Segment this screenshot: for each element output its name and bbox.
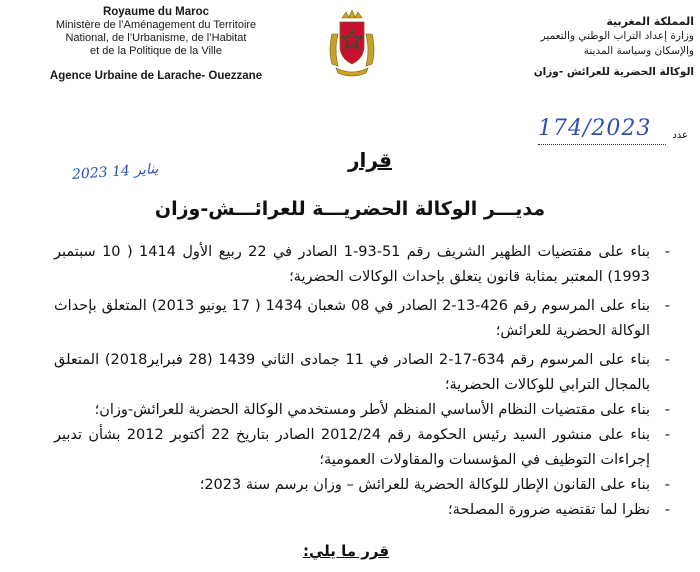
kingdom-name-ar: المملكة المغربية [606, 15, 694, 28]
list-item: - بناء على منشور السيد رئيس الحكومة رقم 2012/24 الصادر بتاريخ 22 أكتوبر 2012 بشأن تدبير إجراءات التوظيف في المؤسسات والمقاولات العمومية؛ [54, 427, 670, 468]
header-right-arabic [484, 14, 694, 80]
reference-label: عدد [672, 130, 688, 141]
ministry-line-1-fr: Ministère de l’Aménagement du Territoire [55, 19, 257, 31]
reference-number [524, 116, 694, 146]
list-item-text: بناء على مقتضيات النظام الأساسي المنظم لأطر ومستخدمي الوكالة الحضرية للعرائش-وزان؛ [94, 402, 650, 418]
agency-name-fr: Agence Urbaine de Larache- Ouezzane [49, 70, 263, 82]
reference-dotted-line [538, 144, 666, 145]
list-item-text: بناء على المرسوم رقم 634-17-2 الصادر في 11 جمادى الثاني 1439 (28 فبراير2018) المتعلق بالمجال الترابي للوكالات الحضرية؛ [54, 352, 651, 393]
reference-number-value: 174/2023 [538, 116, 652, 141]
list-item: - بناء على مقتضيات الظهير الشريف رقم 51-93-1 الصادر في 22 ربيع الأول 1414 ( 10 سبتمبر 1993) المعتبر بمثابة قانون يتعلق بإحداث الوكالات الحضرية؛ [54, 244, 670, 285]
list-item: - بناء على القانون الإطار للوكالة الحضرية للعرائش – وزان برسم سنة 2023؛ [199, 477, 670, 493]
document-title: قرار [348, 148, 392, 172]
considerations-list [54, 240, 672, 523]
ministry-line-3-fr: et de la Politique de la Ville [90, 45, 222, 57]
handwritten-date: 2023 يناير 14 [71, 161, 159, 183]
list-item-text: بناء على مقتضيات الظهير الشريف رقم 51-93-1 الصادر في 22 ربيع الأول 1414 ( 10 سبتمبر 1993) المعتبر بمثابة قانون يتعلق بإحداث الوكالات الحضرية؛ [54, 244, 650, 285]
document-subtitle: مديـــر الوكالة الحضريـــة للعرائـــش-وزان [154, 198, 546, 220]
list-item: - بناء على المرسوم رقم 426-13-2 الصادر في 08 شعبان 1434 ( 17 يونيو 2013) المتعلق بإحداث الوكالة الحضرية للعرائش؛ [54, 298, 670, 339]
kingdom-name-fr: Royaume du Maroc [102, 6, 210, 18]
list-item: - بناء على مقتضيات النظام الأساسي المنظم لأطر ومستخدمي الوكالة الحضرية للعرائش-وزان؛ [94, 402, 670, 418]
header-left-french [36, 6, 276, 83]
coat-of-arms-icon [322, 6, 382, 80]
list-item: - نظرا لما تقتضيه ضرورة المصلحة؛ [448, 502, 670, 518]
ministry-line-2-fr: National, de l’Urbanisme, de l’Habitat [65, 32, 247, 44]
agency-name-ar: الوكالة الحضرية للعرائش -وزان [533, 66, 694, 78]
ministry-line-2-ar: والإسكان وسياسة المدينة [583, 45, 694, 57]
list-item-text: نظرا لما تقتضيه ضرورة المصلحة؛ [448, 502, 650, 518]
ministry-line-1-ar: وزارة إعداد التراب الوطني والتعمير [540, 30, 694, 42]
list-item: - بناء على المرسوم رقم 634-17-2 الصادر في 11 جمادى الثاني 1439 (28 فبراير2018) المتعلق بالمجال الترابي للوكالات الحضرية؛ [54, 352, 670, 393]
list-item-text: بناء على القانون الإطار للوكالة الحضرية للعرائش – وزان برسم سنة 2023؛ [199, 477, 650, 493]
list-item-text: بناء على منشور السيد رئيس الحكومة رقم 2012/24 الصادر بتاريخ 22 أكتوبر 2012 بشأن تدبير إجراءات التوظيف في المؤسسات والمقاولات العمومية؛ [54, 427, 650, 468]
decision-heading: قرر ما يلي: [302, 542, 390, 560]
list-item-text: بناء على المرسوم رقم 426-13-2 الصادر في 08 شعبان 1434 ( 17 يونيو 2013) المتعلق بإحداث الوكالة الحضرية للعرائش؛ [54, 298, 650, 339]
